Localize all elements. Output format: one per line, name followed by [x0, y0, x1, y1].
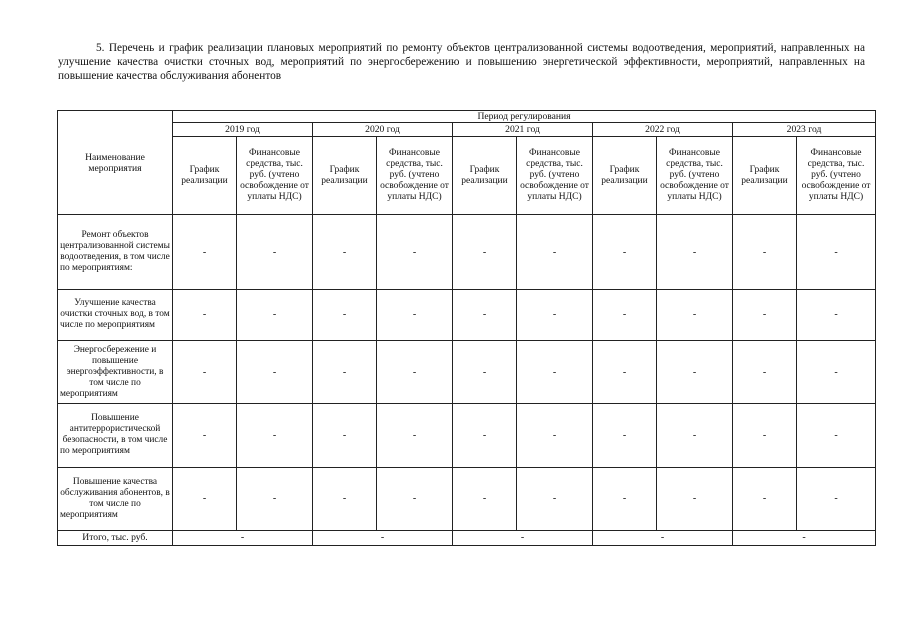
- finance-subheader: Финансовые средства, тыс. руб. (учтено освобождение от уплаты НДС): [237, 137, 313, 215]
- table-cell: -: [453, 404, 517, 467]
- header-row-years: [58, 123, 876, 137]
- table-cell: -: [173, 467, 237, 530]
- row-name: Повышение качества обслуживания абонентов, в том числе по мероприятиям: [58, 467, 173, 530]
- table-cell: -: [733, 215, 797, 289]
- table-cell: -: [453, 341, 517, 404]
- table-cell: -: [593, 467, 657, 530]
- table-cell: -: [313, 215, 377, 289]
- period-header: Период регулирования: [173, 111, 876, 123]
- table-cell: -: [657, 404, 733, 467]
- table-cell: -: [377, 341, 453, 404]
- table-cell: -: [377, 404, 453, 467]
- table-cell: -: [517, 289, 593, 340]
- table-row: [58, 404, 876, 467]
- table-cell: -: [237, 341, 313, 404]
- finance-subheader: Финансовые средства, тыс. руб. (учтено освобождение от уплаты НДС): [517, 137, 593, 215]
- finance-subheader: Финансовые средства, тыс. руб. (учтено освобождение от уплаты НДС): [657, 137, 733, 215]
- row-name: Ремонт объектов централизованной системы водоотведения, в том числе по мероприятиям:: [58, 215, 173, 289]
- table-row: [58, 289, 876, 340]
- table-cell: -: [797, 289, 876, 340]
- table-cell: -: [313, 404, 377, 467]
- total-cell: -: [453, 530, 593, 545]
- table-cell: -: [173, 404, 237, 467]
- year-header: 2020 год: [313, 123, 453, 137]
- table-cell: -: [593, 215, 657, 289]
- table-cell: -: [237, 467, 313, 530]
- table-cell: -: [657, 341, 733, 404]
- schedule-subheader: График реализации: [453, 137, 517, 215]
- header-row-period: [58, 111, 876, 123]
- name-column-header: Наименование мероприятия: [58, 111, 173, 215]
- table-cell: -: [453, 467, 517, 530]
- table-cell: -: [237, 289, 313, 340]
- table-cell: -: [657, 215, 733, 289]
- table-cell: -: [313, 467, 377, 530]
- total-label: Итого, тыс. руб.: [58, 530, 173, 545]
- table-cell: -: [517, 404, 593, 467]
- table-cell: -: [733, 341, 797, 404]
- header-row-subcolumns: [58, 137, 876, 215]
- total-cell: -: [173, 530, 313, 545]
- table-cell: -: [593, 404, 657, 467]
- row-name: Энергосбережение и повышение энергоэффективности, в том числе по мероприятиям: [58, 341, 173, 404]
- finance-subheader: Финансовые средства, тыс. руб. (учтено освобождение от уплаты НДС): [377, 137, 453, 215]
- table-cell: -: [313, 341, 377, 404]
- year-header: 2019 год: [173, 123, 313, 137]
- table-cell: -: [453, 215, 517, 289]
- schedule-subheader: График реализации: [593, 137, 657, 215]
- row-name: Повышение антитеррористической безопасности, в том числе по мероприятиям: [58, 404, 173, 467]
- table-cell: -: [797, 341, 876, 404]
- table-cell: -: [517, 341, 593, 404]
- table-cell: -: [517, 467, 593, 530]
- table-cell: -: [593, 341, 657, 404]
- total-cell: -: [593, 530, 733, 545]
- table-cell: -: [453, 289, 517, 340]
- table-cell: -: [517, 215, 593, 289]
- table-cell: -: [377, 467, 453, 530]
- document-title: 5. Перечень и график реализации плановых мероприятий по ремонту объектов централизованной системы водоотведения, мероприятий, направленных на улучшение качества очистки сточных вод, мероприятий по энергосбережению и повышению энергетической эффективности, мероприятий, направленных на повышение качества обслуживания абонентов: [58, 42, 865, 82]
- table-cell: -: [797, 467, 876, 530]
- table-row: [58, 215, 876, 289]
- table-cell: -: [733, 467, 797, 530]
- table-cell: -: [797, 404, 876, 467]
- row-name: Улучшение качества очистки сточных вод, в том числе по мероприятиям: [58, 289, 173, 340]
- table-cell: -: [173, 341, 237, 404]
- activities-table: [57, 110, 876, 546]
- total-cell: -: [733, 530, 876, 545]
- table-cell: -: [237, 215, 313, 289]
- table-cell: -: [173, 289, 237, 340]
- total-cell: -: [313, 530, 453, 545]
- table-cell: -: [797, 215, 876, 289]
- year-header: 2022 год: [593, 123, 733, 137]
- table-row: [58, 341, 876, 404]
- table-row: [58, 467, 876, 530]
- table-cell: -: [377, 215, 453, 289]
- table-cell: -: [377, 289, 453, 340]
- table-cell: -: [657, 289, 733, 340]
- year-header: 2023 год: [733, 123, 876, 137]
- schedule-subheader: График реализации: [733, 137, 797, 215]
- schedule-subheader: График реализации: [313, 137, 377, 215]
- total-row: [58, 530, 876, 545]
- table-cell: -: [313, 289, 377, 340]
- table-cell: -: [173, 215, 237, 289]
- finance-subheader: Финансовые средства, тыс. руб. (учтено освобождение от уплаты НДС): [797, 137, 876, 215]
- table-cell: -: [733, 404, 797, 467]
- table-cell: -: [237, 404, 313, 467]
- table-cell: -: [733, 289, 797, 340]
- table-cell: -: [657, 467, 733, 530]
- schedule-subheader: График реализации: [173, 137, 237, 215]
- year-header: 2021 год: [453, 123, 593, 137]
- table-cell: -: [593, 289, 657, 340]
